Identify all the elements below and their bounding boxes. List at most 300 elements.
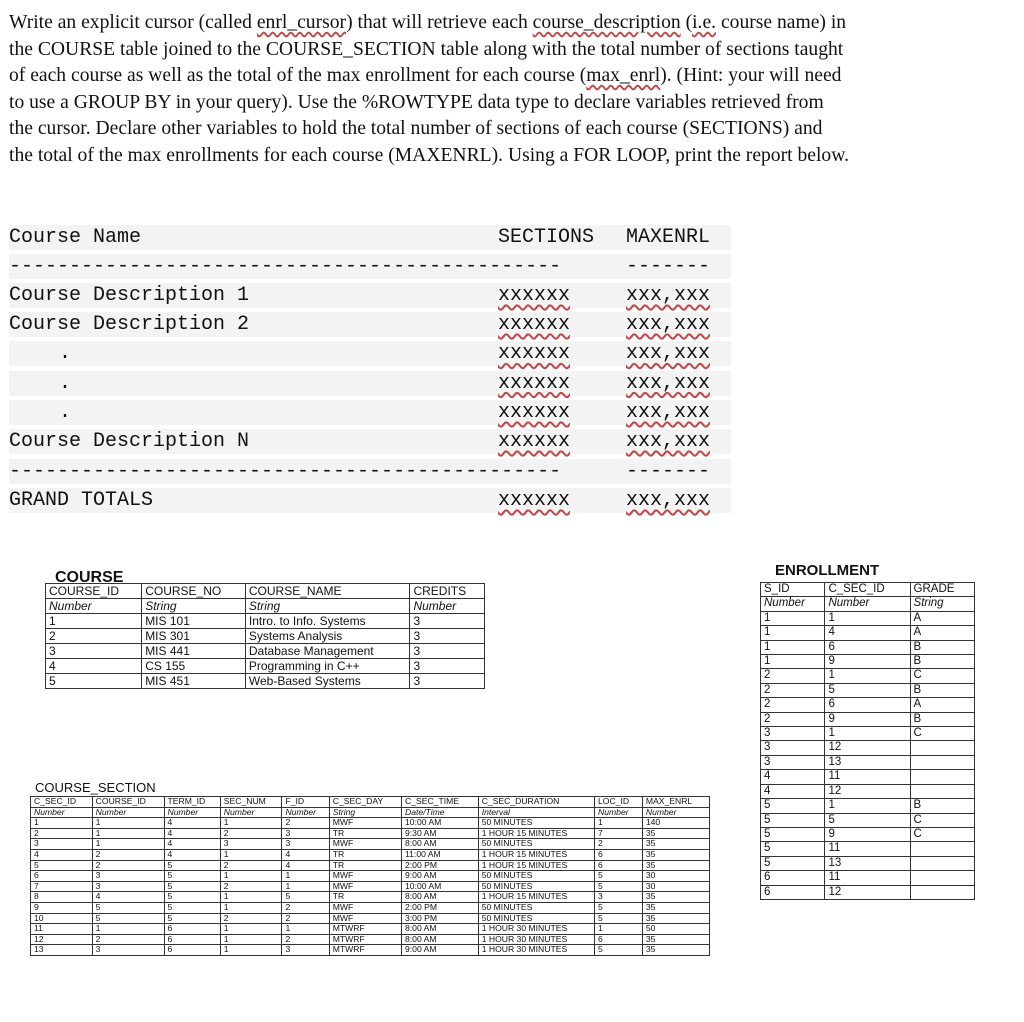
course-section-cell: 5: [282, 892, 329, 903]
course-section-cell: 1: [595, 924, 643, 935]
course-section-row: [31, 881, 710, 892]
course-section-cell: 35: [642, 934, 709, 945]
report-course-name: Course Description 2: [9, 313, 250, 337]
course-section-cell: 30: [642, 881, 709, 892]
enrollment-cell: 2: [761, 683, 825, 697]
enrollment-row: [761, 741, 975, 755]
enrollment-cell: 3: [761, 727, 825, 741]
course-section-cell: 50 MINUTES: [478, 839, 594, 850]
cursor-name: enrl_cursor: [256, 12, 347, 33]
course-section-cell: 4: [164, 849, 220, 860]
enrollment-type-row: [761, 597, 975, 611]
course-section-cell: 2: [92, 934, 164, 945]
report-course-name: .: [59, 400, 72, 424]
course-section-cell: 8:00 AM: [402, 839, 479, 850]
enrollment-cell: 11: [825, 842, 910, 856]
prompt-text-3: (: [680, 12, 693, 33]
enrollment-column-type: Number: [761, 597, 825, 611]
course-section-cell: 1: [92, 818, 164, 829]
course-section-cell: 1: [220, 934, 282, 945]
enrollment-cell: C: [910, 727, 974, 741]
enrollment-cell: 13: [825, 755, 910, 769]
enrollment-row: [761, 611, 975, 625]
enrollment-cell: B: [910, 799, 974, 813]
course-section-cell: 6: [595, 860, 643, 871]
course-cell: 3: [410, 614, 485, 629]
course-section-cell: 1: [220, 924, 282, 935]
enrollment-cell: 6: [761, 885, 825, 899]
enrollment-cell: 6: [825, 640, 910, 654]
course-section-cell: 9:00 AM: [402, 871, 479, 882]
course-section-cell: MWF: [329, 871, 401, 882]
course-section-cell: 13: [31, 945, 93, 956]
enrollment-cell: 2: [761, 669, 825, 683]
report-row: [9, 429, 731, 454]
course-section-row: [31, 892, 710, 903]
course-section-cell: 5: [164, 860, 220, 871]
course-section-cell: 10:00 AM: [402, 881, 479, 892]
course-cell: MIS 441: [142, 644, 246, 659]
course-section-row: [31, 828, 710, 839]
course-section-cell: 1: [282, 881, 329, 892]
course-section-cell: 2: [220, 913, 282, 924]
course-type-row: [46, 599, 485, 614]
course-section-cell: 7: [31, 881, 93, 892]
course-section-header-row: [31, 797, 710, 808]
report-sections-value: xxxxxx: [498, 371, 571, 395]
report-totals-maxenrl: xxx,xxx: [626, 489, 711, 512]
enrollment-cell: 5: [761, 842, 825, 856]
course-cell: Systems Analysis: [245, 629, 410, 644]
course-section-cell: 50: [642, 924, 709, 935]
enrollment-cell: 2: [761, 698, 825, 712]
enrollment-header-row: [761, 583, 975, 597]
course-section-cell: 1 HOUR 15 MINUTES: [478, 849, 594, 860]
course-section-column-header: LOC_ID: [595, 797, 643, 808]
course-section-cell: 4: [282, 860, 329, 871]
enrollment-row: [761, 712, 975, 726]
course-cell: 4: [46, 659, 142, 674]
course-section-cell: 6: [164, 945, 220, 956]
course-section-cell: TR: [329, 828, 401, 839]
course-section-cell: 6: [164, 934, 220, 945]
course-section-cell: TR: [329, 860, 401, 871]
enrollment-cell: 12: [825, 885, 910, 899]
course-section-cell: 1: [220, 871, 282, 882]
enrollment-cell: 9: [825, 655, 910, 669]
course-section-row: [31, 902, 710, 913]
course-section-cell: 5: [595, 871, 643, 882]
report-header-course-name: Course Name: [9, 226, 142, 249]
enrollment-row: [761, 799, 975, 813]
course-cell: 1: [46, 614, 142, 629]
course-section-cell: 1 HOUR 30 MINUTES: [478, 924, 594, 935]
prompt-text-1: Write an explicit cursor (called: [9, 12, 257, 33]
course-section-cell: 5: [595, 913, 643, 924]
course-row: [46, 674, 485, 689]
enrollment-cell: 5: [761, 827, 825, 841]
enrollment-cell: 1: [761, 640, 825, 654]
course-section-cell: 2: [282, 913, 329, 924]
course-cell: 5: [46, 674, 142, 689]
course-section-cell: 4: [31, 849, 93, 860]
course-cell: Database Management: [245, 644, 410, 659]
enrollment-row: [761, 871, 975, 885]
report-course-name: Course Description 1: [9, 284, 250, 307]
course-cell: 2: [46, 629, 142, 644]
enrollment-row: [761, 698, 975, 712]
course-section-cell: 8: [31, 892, 93, 903]
enrollment-cell: [910, 741, 974, 755]
ie-term: i.e.: [692, 12, 717, 33]
course-cell: CS 155: [142, 659, 246, 674]
course-section-cell: 50 MINUTES: [478, 871, 594, 882]
enrollment-row: [761, 727, 975, 741]
course-section-cell: 8:00 AM: [402, 934, 479, 945]
course-section-cell: 10:00 AM: [402, 818, 479, 829]
report-sections-value: xxxxxx: [498, 400, 571, 424]
course-section-cell: 4: [92, 892, 164, 903]
course-section-cell: 35: [642, 839, 709, 850]
enrollment-cell: 9: [825, 712, 910, 726]
course-section-column-type: Number: [164, 807, 220, 818]
course-section-cell: 35: [642, 892, 709, 903]
course-section-column-type: Interval: [478, 807, 594, 818]
course-section-cell: 2: [282, 818, 329, 829]
enrollment-table: [760, 582, 975, 900]
prompt-text-4: course name) in the COURSE table joined to the COURSE_SECTION table along with the total number of sections taught of each course as well as the total of the max enrollment for each course (: [9, 12, 847, 86]
course-cell: MIS 101: [142, 614, 246, 629]
enrollment-cell: 2: [761, 712, 825, 726]
enrollment-column-header: S_ID: [761, 583, 825, 597]
course-cell: 3: [410, 644, 485, 659]
course-section-row: [31, 849, 710, 860]
enrollment-cell: 13: [825, 856, 910, 870]
course-section-cell: 5: [595, 945, 643, 956]
course-section-cell: 4: [164, 839, 220, 850]
report-row: [9, 371, 731, 396]
course-section-column-type: Number: [92, 807, 164, 818]
enrollment-column-header: C_SEC_ID: [825, 583, 910, 597]
enrollment-row: [761, 885, 975, 899]
prompt-text-5: ). (Hint: your will need to use a GROUP BY in your query). Use the %ROWTYPE data type to declare variables retrieved from the cursor. Declare other variables to hold the total number of sections of each course (SECTIONS) and the total of the max enrollments for each course (MAXENRL). Using a FOR LOOP, print the report below.: [9, 65, 849, 166]
course-section-cell: 3: [220, 839, 282, 850]
course-section-cell: 1: [92, 839, 164, 850]
enrollment-cell: 11: [825, 770, 910, 784]
report-maxenrl-value: xxx,xxx: [626, 284, 711, 307]
course-section-cell: 30: [642, 871, 709, 882]
enrollment-cell: [910, 856, 974, 870]
course-section-cell: 35: [642, 902, 709, 913]
enrollment-cell: B: [910, 640, 974, 654]
course-table: [45, 583, 485, 689]
course-section-cell: 1 HOUR 15 MINUTES: [478, 892, 594, 903]
course-section-cell: 1: [220, 902, 282, 913]
course-section-cell: 4: [164, 828, 220, 839]
course-section-cell: 1: [220, 892, 282, 903]
course-section-column-header: C_SEC_ID: [31, 797, 93, 808]
course-section-column-header: F_ID: [282, 797, 329, 808]
enrollment-row: [761, 683, 975, 697]
course-column-type: String: [245, 599, 410, 614]
course-column-type: Number: [410, 599, 485, 614]
enrollment-row: [761, 827, 975, 841]
enrollment-cell: 5: [761, 856, 825, 870]
report-course-name: .: [59, 371, 72, 395]
course-section-cell: MTWRF: [329, 924, 401, 935]
enrollment-row: [761, 755, 975, 769]
course-cell: MIS 451: [142, 674, 246, 689]
course-cell: MIS 301: [142, 629, 246, 644]
course-section-cell: 2: [282, 902, 329, 913]
report-separator-main: ----------------------------------------------: [9, 255, 562, 278]
enrollment-cell: C: [910, 669, 974, 683]
enrollment-row: [761, 784, 975, 798]
course-cell: 3: [410, 659, 485, 674]
course-section-cell: 50 MINUTES: [478, 881, 594, 892]
enrollment-cell: 1: [825, 611, 910, 625]
course-section-cell: 11: [31, 924, 93, 935]
course-section-row: [31, 860, 710, 871]
course-section-cell: 5: [92, 913, 164, 924]
course-section-column-header: MAX_ENRL: [642, 797, 709, 808]
enrollment-cell: [910, 770, 974, 784]
course-section-cell: 2: [282, 934, 329, 945]
course-section-row: [31, 913, 710, 924]
course-section-type-row: [31, 807, 710, 818]
enrollment-row: [761, 655, 975, 669]
course-cell: 3: [410, 629, 485, 644]
enrollment-cell: [910, 784, 974, 798]
enrollment-cell: B: [910, 655, 974, 669]
report-row: [9, 312, 731, 337]
course-section-cell: 3: [282, 828, 329, 839]
course-section-cell: 6: [31, 871, 93, 882]
course-section-cell: 5: [164, 913, 220, 924]
course-description-term: course_description: [532, 12, 681, 33]
course-section-cell: 7: [595, 828, 643, 839]
course-section-cell: 10: [31, 913, 93, 924]
course-section-cell: MWF: [329, 839, 401, 850]
course-section-cell: 1 HOUR 30 MINUTES: [478, 934, 594, 945]
enrollment-cell: B: [910, 683, 974, 697]
report-totals-sections: xxxxxx: [498, 489, 571, 512]
course-row: [46, 659, 485, 674]
enrollment-cell: 4: [761, 770, 825, 784]
course-section-cell: MWF: [329, 902, 401, 913]
enrollment-cell: B: [910, 712, 974, 726]
course-section-cell: 3: [92, 881, 164, 892]
course-section-cell: 6: [595, 934, 643, 945]
course-section-table-title: COURSE_SECTION: [35, 780, 156, 795]
course-section-cell: MTWRF: [329, 934, 401, 945]
report-maxenrl-value: xxx,xxx: [626, 430, 711, 453]
course-section-cell: 50 MINUTES: [478, 902, 594, 913]
report-header-sections: SECTIONS: [498, 226, 595, 249]
course-section-column-header: C_SEC_TIME: [402, 797, 479, 808]
enrollment-cell: [910, 871, 974, 885]
course-section-cell: 2: [92, 849, 164, 860]
course-row: [46, 644, 485, 659]
course-table-title: COURSE: [55, 569, 124, 586]
enrollment-cell: 5: [825, 683, 910, 697]
course-section-cell: 1 HOUR 15 MINUTES: [478, 860, 594, 871]
course-section-cell: 2:00 PM: [402, 902, 479, 913]
course-section-cell: 5: [164, 871, 220, 882]
course-section-cell: 2: [220, 860, 282, 871]
course-section-cell: MTWRF: [329, 945, 401, 956]
report-maxenrl-value: xxx,xxx: [626, 313, 711, 337]
enrollment-cell: 1: [761, 611, 825, 625]
course-section-column-type: Number: [642, 807, 709, 818]
course-section-cell: TR: [329, 849, 401, 860]
course-section-cell: 1: [220, 818, 282, 829]
course-column-header: CREDITS: [410, 584, 485, 599]
enrollment-cell: 3: [761, 755, 825, 769]
enrollment-cell: 12: [825, 741, 910, 755]
report-sections-value: xxxxxx: [498, 284, 571, 307]
course-row: [46, 614, 485, 629]
report-header-row: [9, 225, 731, 250]
course-section-cell: 1 HOUR 15 MINUTES: [478, 828, 594, 839]
enrollment-row: [761, 669, 975, 683]
enrollment-cell: [910, 885, 974, 899]
enrollment-cell: A: [910, 698, 974, 712]
course-section-cell: 1: [92, 924, 164, 935]
course-cell: Web-Based Systems: [245, 674, 410, 689]
max-enrl-term: max_enrl: [586, 65, 661, 86]
course-section-cell: 2: [595, 839, 643, 850]
course-section-cell: 50 MINUTES: [478, 818, 594, 829]
enrollment-cell: 9: [825, 827, 910, 841]
report-header-maxenrl: MAXENRL: [626, 226, 711, 249]
enrollment-row: [761, 770, 975, 784]
enrollment-cell: 1: [825, 727, 910, 741]
report-sections-value: xxxxxx: [498, 430, 571, 453]
course-section-column-header: C_SEC_DURATION: [478, 797, 594, 808]
enrollment-cell: [910, 755, 974, 769]
enrollment-cell: 1: [761, 626, 825, 640]
enrollment-row: [761, 626, 975, 640]
course-section-cell: 5: [595, 881, 643, 892]
course-section-cell: 2: [220, 828, 282, 839]
report-row: [9, 283, 731, 308]
enrollment-cell: A: [910, 626, 974, 640]
course-section-column-header: C_SEC_DAY: [329, 797, 401, 808]
enrollment-cell: 6: [761, 871, 825, 885]
course-section-cell: 1 HOUR 30 MINUTES: [478, 945, 594, 956]
report-maxenrl-value: xxx,xxx: [626, 400, 711, 424]
course-section-cell: 35: [642, 828, 709, 839]
enrollment-column-type: String: [910, 597, 974, 611]
enrollment-row: [761, 842, 975, 856]
course-cell: Programming in C++: [245, 659, 410, 674]
course-section-cell: 2: [220, 881, 282, 892]
course-row: [46, 629, 485, 644]
enrollment-cell: 11: [825, 871, 910, 885]
enrollment-cell: 1: [825, 669, 910, 683]
enrollment-row: [761, 813, 975, 827]
course-section-row: [31, 945, 710, 956]
enrollment-row: [761, 640, 975, 654]
course-cell: 3: [410, 674, 485, 689]
course-section-cell: 9:30 AM: [402, 828, 479, 839]
report-separator-right: -------: [626, 460, 711, 483]
enrollment-row: [761, 856, 975, 870]
course-section-cell: 1: [282, 924, 329, 935]
enrollment-cell: 12: [825, 784, 910, 798]
course-section-column-header: COURSE_ID: [92, 797, 164, 808]
course-section-table: [30, 796, 710, 956]
course-section-cell: 8:00 AM: [402, 892, 479, 903]
enrollment-cell: 3: [761, 741, 825, 755]
course-section-cell: 1: [282, 871, 329, 882]
assignment-prompt: [9, 10, 849, 169]
enrollment-cell: 5: [825, 813, 910, 827]
course-section-cell: MWF: [329, 818, 401, 829]
report-maxenrl-value: xxx,xxx: [626, 342, 711, 366]
course-section-cell: 2:00 PM: [402, 860, 479, 871]
course-column-header: COURSE_NAME: [245, 584, 410, 599]
course-section-column-type: Number: [31, 807, 93, 818]
course-section-cell: 5: [92, 902, 164, 913]
enrollment-cell: 5: [761, 813, 825, 827]
course-section-cell: 5: [164, 881, 220, 892]
course-section-row: [31, 818, 710, 829]
course-section-cell: 3: [31, 839, 93, 850]
course-section-cell: 9: [31, 902, 93, 913]
course-cell: Intro. to Info. Systems: [245, 614, 410, 629]
enrollment-cell: 5: [761, 799, 825, 813]
course-section-row: [31, 924, 710, 935]
report-sections-value: xxxxxx: [498, 313, 571, 337]
course-section-cell: 35: [642, 913, 709, 924]
course-section-cell: 1: [220, 849, 282, 860]
course-section-cell: 1: [31, 818, 93, 829]
course-section-column-type: Date/Time: [402, 807, 479, 818]
course-section-cell: 8:00 AM: [402, 924, 479, 935]
course-section-row: [31, 934, 710, 945]
course-section-cell: 5: [31, 860, 93, 871]
course-section-cell: 35: [642, 860, 709, 871]
course-section-cell: 50 MINUTES: [478, 913, 594, 924]
report-separator: [9, 254, 731, 279]
course-section-cell: MWF: [329, 913, 401, 924]
enrollment-column-header: GRADE: [910, 583, 974, 597]
course-column-type: String: [142, 599, 246, 614]
report-separator-bottom: [9, 459, 731, 484]
enrollment-cell: C: [910, 827, 974, 841]
enrollment-cell: 4: [761, 784, 825, 798]
report-sections-value: xxxxxx: [498, 342, 571, 366]
course-section-cell: 4: [164, 818, 220, 829]
course-section-column-type: Number: [282, 807, 329, 818]
course-section-cell: 3:00 PM: [402, 913, 479, 924]
course-section-column-type: Number: [220, 807, 282, 818]
enrollment-table-title: ENROLLMENT: [775, 562, 880, 579]
course-section-cell: 6: [164, 924, 220, 935]
prompt-text-2: ) that will retrieve each: [346, 12, 533, 33]
course-section-cell: 5: [164, 902, 220, 913]
course-section-cell: 3: [595, 892, 643, 903]
report-course-name: Course Description N: [9, 430, 250, 453]
course-section-cell: 11:00 AM: [402, 849, 479, 860]
course-section-cell: 35: [642, 945, 709, 956]
course-section-cell: 140: [642, 818, 709, 829]
course-section-column-type: Number: [595, 807, 643, 818]
enrollment-cell: C: [910, 813, 974, 827]
course-section-cell: 3: [282, 945, 329, 956]
